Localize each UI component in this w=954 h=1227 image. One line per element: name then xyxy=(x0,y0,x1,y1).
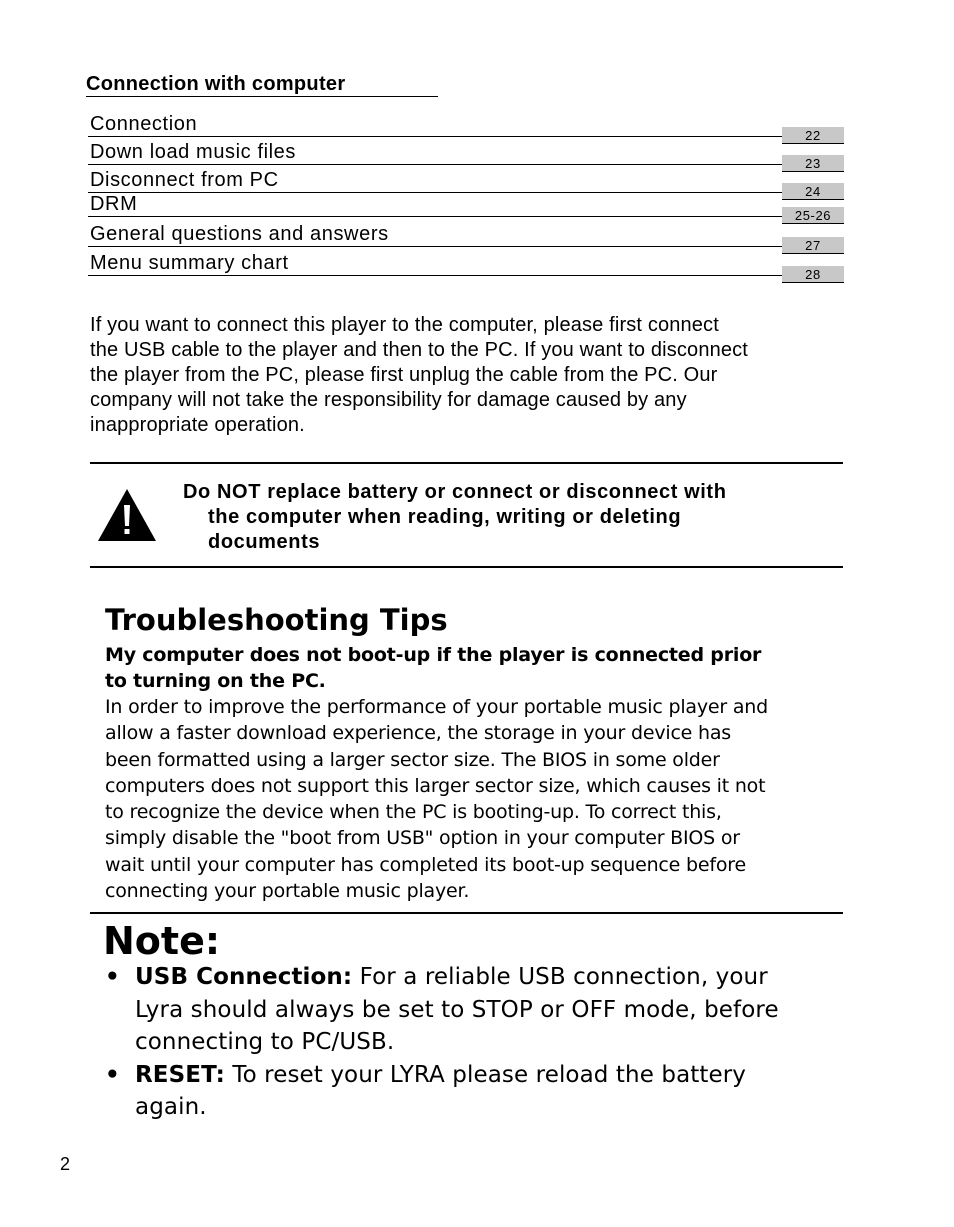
answer-line: simply disable the "boot from USB" option in your computer BIOS or xyxy=(105,827,740,850)
toc-row-faq[interactable] xyxy=(88,217,844,253)
note-text: For a reliable USB connection, your xyxy=(352,964,768,990)
toc-row-drm[interactable] xyxy=(88,193,844,223)
bullet-icon: • xyxy=(105,964,120,990)
note-first-line xyxy=(135,1059,779,1092)
note-item-usb xyxy=(105,961,779,1059)
toc-label: Disconnect from PC xyxy=(90,169,279,191)
toc-label: Connection xyxy=(90,113,198,135)
intro-line: the USB cable to the player and then to the PC. If you want to disconnect xyxy=(90,339,749,361)
toc-page-number: 24 xyxy=(782,183,844,200)
toc-label: Down load music files xyxy=(90,141,297,163)
intro-line: the player from the PC, please first unplug the cable from the PC. Our xyxy=(90,364,718,386)
toc-page-number: 25-26 xyxy=(782,207,844,224)
note-divider xyxy=(90,912,843,914)
toc-row-connection[interactable] xyxy=(88,110,844,143)
toc-label: DRM xyxy=(90,193,138,215)
page-number: 2 xyxy=(60,1154,71,1174)
answer-line: allow a faster download experience, the storage in your device has xyxy=(105,722,731,745)
answer-line: to recognize the device when the PC is booting-up. To correct this, xyxy=(105,801,722,824)
warning-message xyxy=(183,480,727,555)
troubleshooting-title: Troubleshooting Tips xyxy=(105,603,448,637)
note-list xyxy=(105,961,779,1124)
answer-line: been formatted using a larger sector size. The BIOS in some older xyxy=(105,748,720,771)
note-term: USB Connection: xyxy=(135,964,353,990)
intro-line: If you want to connect this player to the computer, please first connect xyxy=(90,314,719,336)
section-heading: Connection with computer xyxy=(86,72,438,97)
toc-row-download[interactable] xyxy=(88,137,844,171)
note-line: Lyra should always be set to STOP or OFF mode, before xyxy=(135,996,779,1023)
table-of-contents xyxy=(88,110,844,282)
toc-page-number: 27 xyxy=(782,237,844,254)
warning-line: Do NOT replace battery or connect or disconnect with xyxy=(183,481,727,503)
note-item-reset xyxy=(105,1059,779,1124)
answer-line: In order to improve the performance of your portable music player and xyxy=(105,696,768,718)
question-line: to turning on the PC. xyxy=(105,670,326,692)
toc-label: General questions and answers xyxy=(90,223,389,245)
bullet-icon: • xyxy=(105,1061,120,1088)
answer-line: computers does not support this larger sector size, which causes it not xyxy=(105,774,766,797)
note-title: Note: xyxy=(103,919,221,963)
note-term: RESET: xyxy=(135,1061,225,1088)
warning-bottom-rule xyxy=(90,566,843,568)
toc-page-number: 23 xyxy=(782,155,844,172)
answer-line: connecting your portable music player. xyxy=(105,880,470,903)
toc-row-disconnect[interactable] xyxy=(88,165,844,199)
note-line: again. xyxy=(135,1094,207,1120)
note-text: To reset your LYRA please reload the battery xyxy=(224,1061,747,1088)
warning-line: the computer when reading, writing or deleting xyxy=(208,506,682,528)
intro-line: inappropriate operation. xyxy=(90,414,305,436)
toc-row-menu-chart[interactable] xyxy=(88,247,844,282)
answer-line: wait until your computer has completed its boot-up sequence before xyxy=(105,853,746,876)
warning-top-rule xyxy=(90,462,843,464)
toc-page-number: 22 xyxy=(782,127,844,144)
intro-line: company will not take the responsibility for damage caused by any xyxy=(90,389,687,411)
toc-label: Menu summary chart xyxy=(90,252,289,274)
toc-page-number: 28 xyxy=(782,266,844,283)
note-first-line xyxy=(135,961,779,994)
warning-line: documents xyxy=(208,531,321,553)
question-line: My computer does not boot-up if the player is connected prior xyxy=(105,644,762,666)
troubleshooting-question xyxy=(105,642,761,694)
warning-triangle-icon xyxy=(97,488,157,542)
note-line: connecting to PC/USB. xyxy=(135,1029,395,1055)
troubleshooting-answer xyxy=(105,694,768,904)
intro-paragraph xyxy=(90,313,880,438)
